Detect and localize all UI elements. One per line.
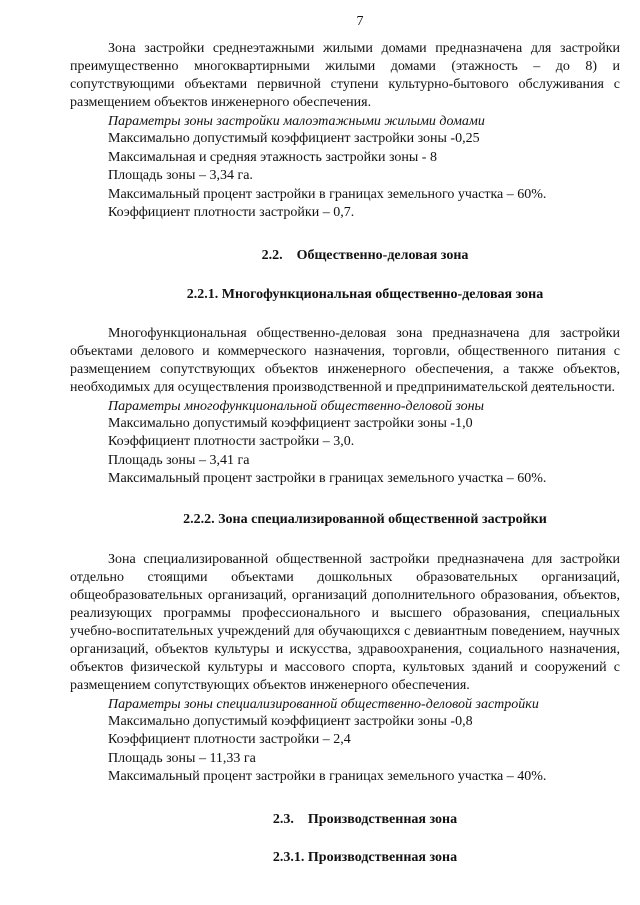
zone-mid-rise-param-5: Коэффициент плотности застройки – 0,7. xyxy=(108,205,355,220)
section-2-2-2-param-2: Коэффициент плотности застройки – 2,4 xyxy=(108,732,351,747)
section-2-2-1-paragraph: Многофункциональная общественно-деловая зона предназначена для застройки объектами делового и коммерческого назначения, торговли, общественного питания с размещением сопутствующих объектов инженерного обеспечения, а также объектов, необходимых для осуществления производственной и предпринимательской деятельности. xyxy=(70,325,620,395)
zone-mid-rise-param-3: Площадь зоны – 3,34 га. xyxy=(108,168,253,183)
section-2-2-title: Общественно-деловая зона xyxy=(296,247,469,263)
zone-mid-rise-params-title: Параметры зоны застройки малоэтажными жилыми домами xyxy=(108,114,485,129)
section-2-2-1-param-3: Площадь зоны – 3,41 га xyxy=(108,452,250,468)
section-2-2-1-param-1: Максимально допустимый коэффициент застройки зоны -1,0 xyxy=(108,415,473,431)
zone-mid-rise-param-1: Максимально допустимый коэффициент застройки зоны -0,25 xyxy=(108,131,480,146)
section-2-2-1-heading: 2.2.1. Многофункциональная общественно-деловая зона xyxy=(186,286,544,302)
page-number: 7 xyxy=(356,14,364,29)
section-2-3-heading xyxy=(110,811,620,829)
zone-mid-rise-param-4: Максимальный процент застройки в границах земельного участка – 60%. xyxy=(108,186,547,202)
document-page xyxy=(70,14,620,867)
section-2-2-2-params-title: Параметры зоны специализированной общественно-деловой застройки xyxy=(108,696,539,712)
section-2-3-title: Производственная зона xyxy=(307,811,458,827)
section-2-2-1-param-4: Максимальный процент застройки в границах земельного участка – 60%. xyxy=(108,471,547,486)
section-2-3-1-heading: 2.3.1. Производственная зона xyxy=(272,849,458,865)
section-2-2-2-param-3: Площадь зоны – 11,33 га xyxy=(108,750,256,766)
zone-mid-rise-param-2: Максимальная и средняя этажность застройки зоны - 8 xyxy=(108,149,437,165)
section-2-2-1-param-2: Коэффициент плотности застройки – 3,0. xyxy=(108,434,355,449)
section-2-2-2-heading: 2.2.2. Зона специализированной общественной застройки xyxy=(183,511,547,527)
section-2-2-1-params-title: Параметры многофункциональной общественно-деловой зоны xyxy=(108,398,485,414)
section-2-3-number: 2.3. xyxy=(272,811,294,827)
zone-mid-rise-paragraph: Зона застройки среднеэтажными жилыми домами предназначена для застройки преимущественно многоквартирными жилыми домами (этажность – до 8) и сопутствующими объектами первичной ступени культурно-бытового обслуживания с размещением объектов инженерного обеспечения. xyxy=(70,41,620,110)
section-2-2-number: 2.2. xyxy=(261,247,283,263)
section-2-2-2-param-4: Максимальный процент застройки в границах земельного участка – 40%. xyxy=(108,769,547,784)
section-2-2-heading xyxy=(110,247,620,265)
section-2-2-2-param-1: Максимально допустимый коэффициент застройки зоны -0,8 xyxy=(108,713,473,729)
section-2-2-2-paragraph: Зона специализированной общественной застройки предназначена для застройки отдельно стоящими объектами дошкольных образовательных организаций, общеобразовательных организаций, организаций дополнительного образования, объектов, реализующих программы профессионального и высшего образования, специальных учебно-воспитательных учреждений для обучающихся с девиантным поведением, научных организаций, объектов культуры и искусства, здравоохранения, социального назначения, объектов физической культуры и массового спорта, культовых зданий и сооружений с размещением сопутствующих объектов инженерного обеспечения. xyxy=(70,551,620,693)
